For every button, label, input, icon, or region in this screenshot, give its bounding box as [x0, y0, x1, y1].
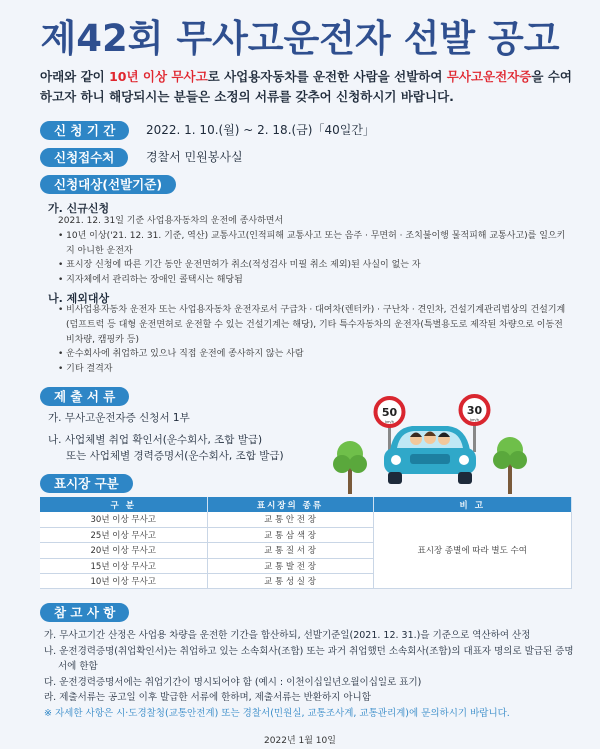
document-item: 가. 무사고운전자증 신청서 1부: [48, 412, 190, 424]
tree-icon: [333, 441, 367, 494]
badge-table: [40, 497, 572, 589]
references-list: [44, 628, 574, 722]
excluded-item: • 운수회사에 취업하고 있으나 직접 운전에 종사하지 않는 사람: [58, 349, 304, 360]
sign-left-number: 50: [381, 406, 398, 419]
table-cell: 20년 이상 무사고: [40, 543, 207, 558]
column-header: 구 분: [40, 497, 207, 512]
sign-left-unit: km/h: [385, 420, 394, 424]
reference-item: 나. 운전경력증명(취업확인서)는 취업하고 있는 소속회사(조합) 또는 과거 취업했던 소속회사(조합)의 대표자 명의로 발급된 증명서에 한함: [44, 645, 574, 673]
table-row: [40, 512, 572, 527]
table-cell: 교 통 질 서 장: [207, 543, 373, 558]
section-header-badge: 표시장 구분: [40, 474, 133, 493]
period-value: 2022. 1. 10.(월) ~ 2. 18.(금)「40일간」: [146, 123, 375, 137]
intro-highlight-certificate: 무사고운전자증: [446, 69, 532, 84]
office-value: 경찰서 민원봉사실: [146, 150, 243, 164]
excluded-list: [58, 303, 568, 377]
table-cell: 교 통 삼 색 장: [207, 527, 373, 542]
reference-item: 가. 무사고기간 산정은 사업용 차량을 운전한 기간을 합산하되, 선발기준일(2021. 12. 31.)을 기준으로 역산하여 산정: [44, 630, 531, 641]
new-application-item: • 10년 이상('21. 12. 31. 기준, 역산) 교통사고(인적피해 교통사고 또는 음주 · 무면허 · 조치불이행 물적피해 교통사고)를 일으키지 아니한 운전자: [58, 230, 566, 256]
table-cell: 교 통 성 실 장: [207, 574, 373, 589]
column-header: 비 고: [373, 497, 572, 512]
excluded-item: • 기타 결격자: [58, 364, 113, 375]
excluded-title: 나. 제외대상: [48, 292, 110, 305]
new-application-item: • 지자체에서 관리하는 장애인 콜택시는 해당됨: [58, 275, 243, 286]
section-header-documents: 제 출 서 류: [40, 387, 129, 406]
intro-text: 로 사업용자동차를 운전한 사람을 선발하여: [207, 69, 447, 84]
reference-contact-note: ※ 자세한 사항은 시·도경찰청(교통안전계) 또는 경찰서(민원실, 교통조사계, 교통관리계)에 문의하시기 바랍니다.: [44, 707, 510, 719]
section-header-target: 신청대상(선발기준): [40, 175, 176, 194]
table-cell: 30년 이상 무사고: [40, 512, 207, 527]
table-cell: 교 통 발 전 장: [207, 558, 373, 573]
new-application-lead: 2021. 12. 31일 기준 사업용자동차의 운전에 종사하면서: [58, 216, 284, 226]
sign-right-unit: km/h: [470, 418, 479, 422]
intro-highlight-years: 10년 이상 무사고: [109, 69, 208, 84]
reference-item: 다. 운전경력증명서에는 취업기간이 명시되어야 함 (예시 : 이천이십일년오월이십일로 표기): [44, 676, 422, 688]
new-application-list: [58, 214, 568, 288]
intro-paragraph: [40, 67, 575, 107]
notice-date: 2022년 1월 10일: [264, 736, 336, 746]
section-header-references: 참 고 사 항: [40, 603, 129, 622]
document-item: 또는 사업체별 경력증명서(운수회사, 조합 발급): [66, 450, 284, 462]
new-application-title: 가. 신규신청: [48, 202, 110, 215]
table-cell: 25년 이상 무사고: [40, 527, 207, 542]
intro-text: 아래와 같이: [40, 69, 110, 84]
table-cell: 교 통 안 전 장: [207, 512, 373, 527]
page-title: 제42회 무사고운전자 선발 공고: [40, 17, 560, 60]
table-cell: 10년 이상 무사고: [40, 574, 207, 589]
column-header: 표시장의 종류: [207, 497, 373, 512]
sign-right-number: 30: [466, 404, 483, 417]
section-header-period: 신 청 기 간: [40, 121, 129, 140]
tree-icon: [493, 437, 527, 494]
badge-note: 표시장 종별에 따라 별도 수여: [373, 512, 572, 589]
intro-text: 을 수여하고자 하니 해당되시는 분들은 소정의 서류를 갖추어 신청하시기 바랍니다.: [40, 69, 572, 104]
new-application-item: • 표시장 신청에 따른 기간 동안 운전면허가 취소(적성검사 미필 취소 제외)된 사실이 없는 자: [58, 260, 421, 271]
section-header-office: 신청접수처: [40, 148, 128, 167]
car-icon: [384, 426, 476, 484]
excluded-item: • 비사업용자동차 운전자 또는 사업용자동차 운전자로서 구급차 · 대여차(렌터카) · 구난차 · 견인차, 건설기계관리법상의 건설기계(덤프트럭 등 대형 운전면허로 운전할 수 있는 건설기계는 해당), 기타 특수자동차의 운전자(특별용도로 제작된 차량으로 이동전비차량, 캠핑카 등): [58, 305, 566, 345]
document-item: 나. 사업체별 취업 확인서(운수회사, 조합 발급): [48, 434, 263, 446]
reference-item: 라. 제출서류는 공고일 이후 발급한 서류에 한하며, 제출서류는 반환하지 아니함: [44, 692, 371, 704]
car-illustration: [330, 392, 530, 502]
table-cell: 15년 이상 무사고: [40, 558, 207, 573]
